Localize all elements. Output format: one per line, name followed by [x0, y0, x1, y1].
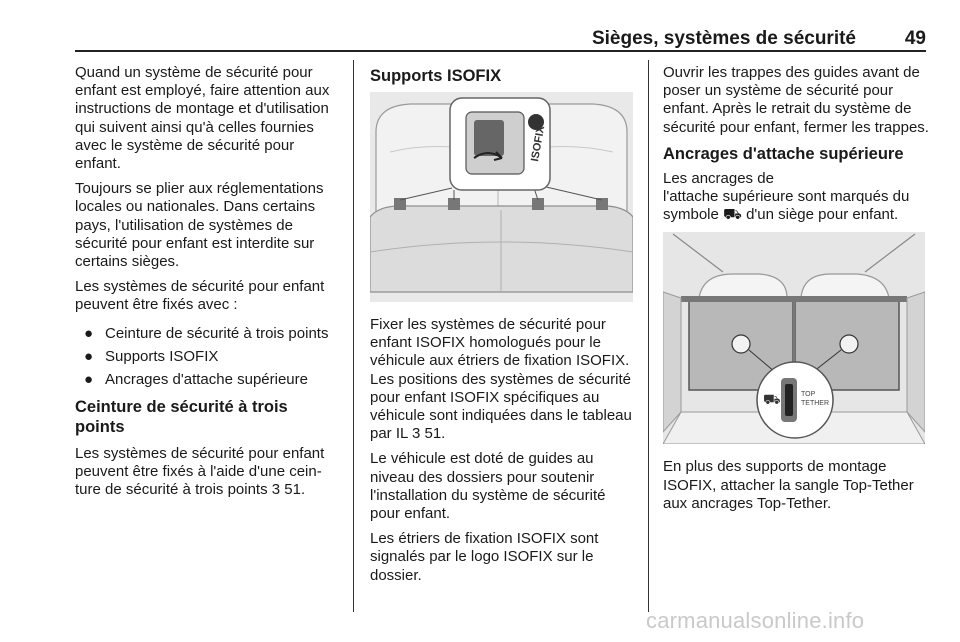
- paragraph-intro: Quand un système de sécurité pour enfant est employé, faire attention aux instructions de montage et d'utilisation qui suivent ainsi qu'à celles fournies avec le système de sécurité pour enfant.: [75, 64, 330, 173]
- heading-top-tether: Ancrages d'attache supérieure: [663, 144, 904, 163]
- page-number: 49: [904, 28, 926, 49]
- top-tether-trunk-figure: [663, 232, 925, 444]
- paragraph-top-tether-marking: Les ancrages de l'attache supérieure sont marqués du symbole ⛟ d'un siège pour enfant.: [663, 169, 910, 224]
- bullet-icon: ●: [84, 324, 94, 342]
- top-tether-seat-icon: ⛟: [763, 392, 781, 409]
- column-divider-1: [353, 60, 354, 612]
- watermark: carmanualsonline.info: [646, 608, 865, 633]
- column-divider-2: [648, 60, 649, 612]
- bullet-icon: ●: [84, 370, 94, 388]
- list-item: ● Ceinture de sécurité à trois points: [75, 322, 341, 345]
- paragraph-fixing-methods: Les systèmes de sécurité pour enfant peuvent être fixés avec :: [75, 278, 325, 314]
- paragraph-isofix-guides: Le véhicule est doté de guides au niveau des dossiers pour soutenir l'installation du système de sécurité pour enfant.: [370, 450, 606, 523]
- top-tether-label-1: TOP: [801, 391, 816, 399]
- heading-three-point-belt: Ceinture de sécurité à trois points: [75, 397, 288, 436]
- trunk-illustration: [663, 232, 925, 444]
- column-1: [75, 64, 341, 506]
- top-tether-label-2: TETHER: [801, 400, 829, 408]
- list-item: ● Supports ISOFIX: [75, 345, 341, 368]
- isofix-seat-illustration: [370, 92, 633, 302]
- isofix-logo-label: ISOFIX: [529, 124, 548, 163]
- page-header: [75, 22, 926, 52]
- column-3: [663, 64, 933, 520]
- section-title: Sièges, systèmes de sécurité: [591, 28, 856, 49]
- paragraph-isofix-logo: Les étriers de fixation ISOFIX sont signalés par le logo ISOFIX sur le dossier.: [370, 530, 599, 584]
- column-2: [370, 64, 636, 592]
- isofix-seat-figure: [370, 92, 633, 302]
- heading-isofix: Supports ISOFIX: [370, 67, 502, 85]
- list-item: ● Ancrages d'attache supérieure: [75, 368, 341, 391]
- page-reference: 3 51.: [271, 481, 306, 499]
- paragraph-regulations: Toujours se plier aux réglementations locales ou nationales. Dans certains pays, l'utilisation de systèmes de sécurité pour enfant est interdite sur certains sièges.: [75, 180, 324, 271]
- top-tether-symbol-icon: ⛟: [723, 206, 742, 224]
- paragraph-guide-covers: Ouvrir les trappes des guides avant de poser un système de sécurité pour enfant. Après le retrait du système de sécurité pour enfant, fermer les trappes.: [663, 64, 929, 136]
- bullet-icon: ●: [84, 347, 94, 365]
- paragraph-three-point-belt: Les systèmes de sécurité pour enfant peuvent être fixés à l'aide d'une ceinture de sécurité à trois points 3 51.: [75, 444, 325, 499]
- fixing-methods-list: [75, 322, 341, 391]
- paragraph-top-tether-attach: En plus des supports de montage ISOFIX, attacher la sangle Top-Tether aux ancrages Top-Tether.: [663, 458, 914, 512]
- page-reference: 3 51.: [411, 425, 446, 443]
- paragraph-isofix-mounting: Fixer les systèmes de sécurité pour enfant ISOFIX homologués pour le véhicule aux étriers de fixation ISOFIX. Les positions des systèmes de sécurité pour enfant ISOFIX spécifiques au véhicule sont indiquées dans le tableau par IL 3 51.: [370, 316, 632, 443]
- header-rule: [75, 50, 926, 52]
